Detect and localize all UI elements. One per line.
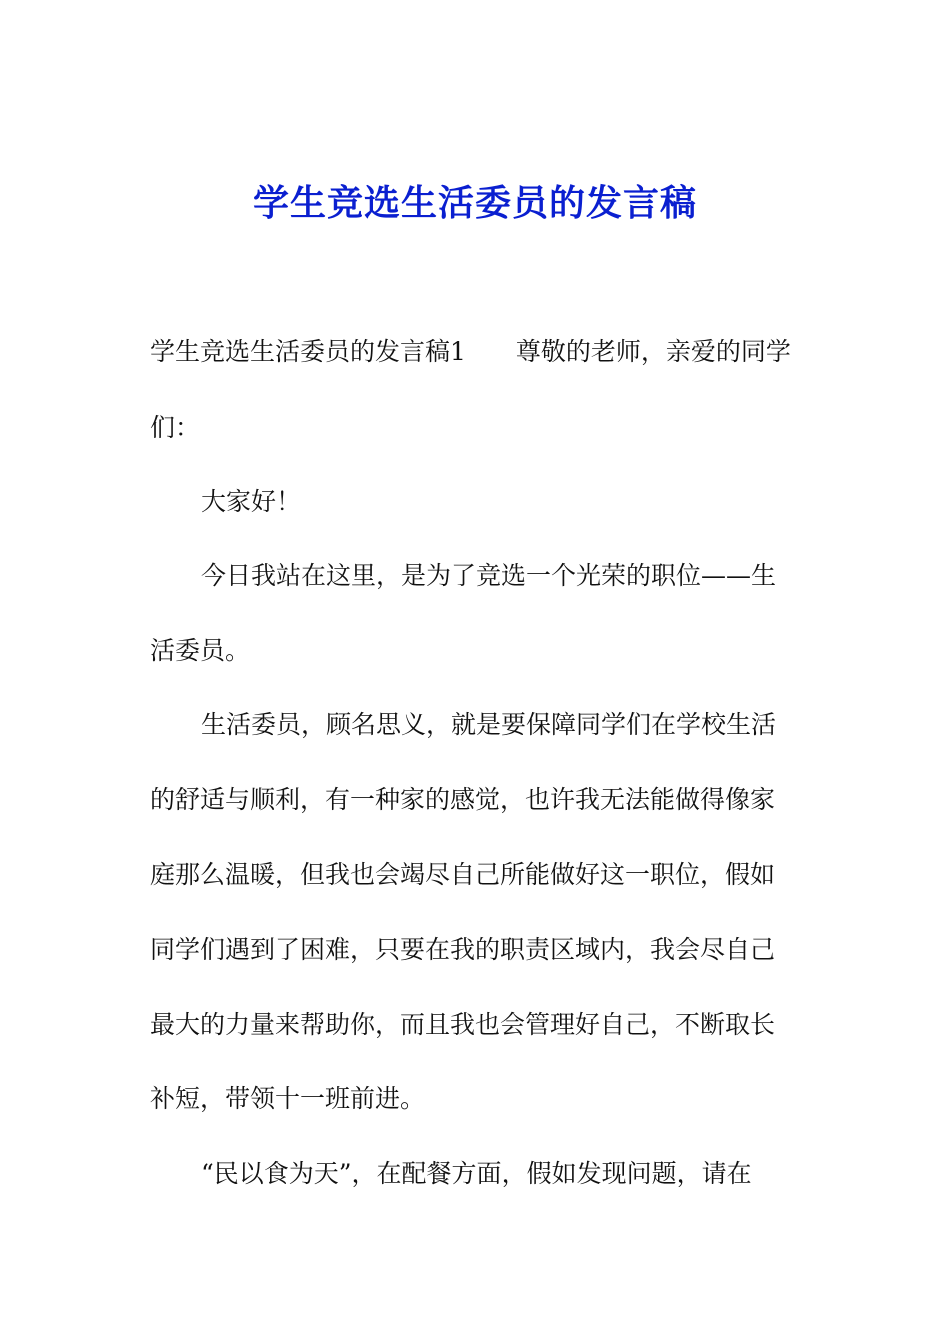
body-line: 学生竞选生活委员的发言稿1 尊敬的老师，亲爱的同学: [150, 337, 791, 366]
body-line: 活委员。: [150, 636, 251, 665]
body-line: 今日我站在这里，是为了竞选一个光荣的职位——生: [201, 561, 777, 590]
body-line: 庭那么温暖，但我也会竭尽自己所能做好这一职位，假如: [150, 860, 776, 889]
document-title: 学生竞选生活委员的发言稿: [252, 182, 697, 224]
body-line: 生活委员，顾名思义，就是要保障同学们在学校生活: [201, 710, 777, 739]
body-line: 同学们遇到了困难，只要在我的职责区域内，我会尽自己: [150, 935, 776, 964]
body-line: 补短，带领十一班前进。: [150, 1084, 426, 1113]
body-line: 们：: [150, 413, 201, 442]
body-line: “民以食为天”，在配餐方面，假如发现问题，请在: [201, 1159, 752, 1188]
body-line: 最大的力量来帮助你，而且我也会管理好自己，不断取长: [150, 1010, 776, 1039]
body-line: 大家好！: [201, 487, 302, 516]
body-line: 的舒适与顺利，有一种家的感觉，也许我无法能做得像家: [150, 785, 776, 814]
